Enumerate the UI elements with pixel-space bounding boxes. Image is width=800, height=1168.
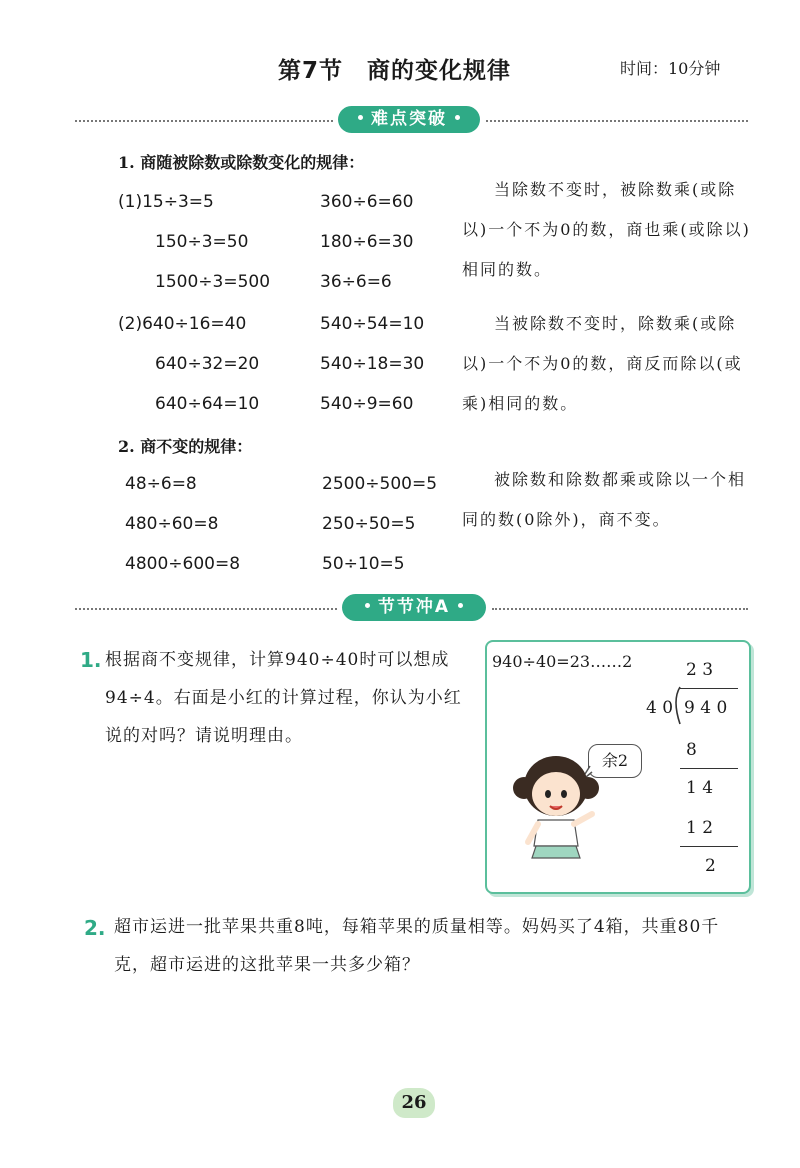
divider-left [75,120,333,122]
rule-text: 当被除数不变时，除数乘(或除以)一个不为0的数，商反而除以(或乘)相同的数。 [462,314,743,413]
equation: 1500÷3=500 [155,272,271,292]
rule-heading-2: 2. 商不变的规律： [118,437,253,456]
dot-icon [455,115,460,120]
divider-right [492,608,748,610]
division-line [680,768,738,769]
section-title: 第7节 商的变化规律 [278,58,512,84]
equation: 540÷18=30 [320,354,425,374]
equation: 48÷6=8 [125,474,197,494]
speech-text: 余2 [601,751,629,770]
dot-icon [458,603,463,608]
time-limit: 时间：10分钟 [620,59,721,78]
equation: 480÷60=8 [125,514,219,534]
equation: 640÷64=10 [155,394,260,414]
rule-heading-1: 1. 商随被除数或除数变化的规律： [118,153,365,172]
dot-icon [365,603,370,608]
long-division-quotient: 2 3 [686,660,714,680]
equation: (1)15÷3=5 [118,192,214,212]
question-number: 1. [80,648,102,672]
equation: 50÷10=5 [322,554,405,574]
practice-badge [342,594,486,621]
long-division-divisor: 4 0 [646,698,674,718]
question-text: 根据商不变规律，计算940÷40时可以想成94÷4。右面是小红的计算过程，你认为小红说的对吗？请说明理由。 [105,650,462,746]
equation: 180÷6=30 [320,232,414,252]
figure-equation: 940÷40=23……2 [492,652,633,671]
dot-icon [358,115,363,120]
equation: 2500÷500=5 [322,474,438,494]
long-division-step: 1 2 [686,818,714,838]
division-line [680,846,738,847]
question-text: 超市运进一批苹果共重8吨，每箱苹果的质量相等。妈妈买了4箱，共重80千克，超市运进的这批苹果一共多少箱？ [114,917,720,975]
equation: 640÷32=20 [155,354,260,374]
practice-badge-label: 节节冲A [377,597,451,617]
equation: 4800÷600=8 [125,554,241,574]
equation: 36÷6=6 [320,272,392,292]
rule-text: 被除数和除数都乘或除以一个相同的数(0除外)，商不变。 [462,470,747,529]
page-number: 26 [393,1088,435,1118]
equation: 540÷54=10 [320,314,425,334]
long-division-step: 1 4 [686,778,714,798]
equation: 250÷50=5 [322,514,416,534]
long-division-step: 8 [686,740,697,760]
equation: (2)640÷16=40 [118,314,247,334]
divider-right [486,120,748,122]
equation: 360÷6=60 [320,192,414,212]
question-number: 2. [84,916,106,940]
girl-illustration [508,750,604,862]
long-division-remainder: 2 [705,856,716,876]
equation: 150÷3=50 [155,232,249,252]
long-division-dividend: 9 4 0 [684,698,728,718]
equation: 540÷9=60 [320,394,414,414]
difficulty-badge-label: 难点突破 [371,109,447,129]
divider-left [75,608,337,610]
rule-text: 当除数不变时，被除数乘(或除以)一个不为0的数，商也乘(或除以)相同的数。 [462,180,751,279]
difficulty-badge [338,106,480,133]
division-bar [680,688,738,689]
